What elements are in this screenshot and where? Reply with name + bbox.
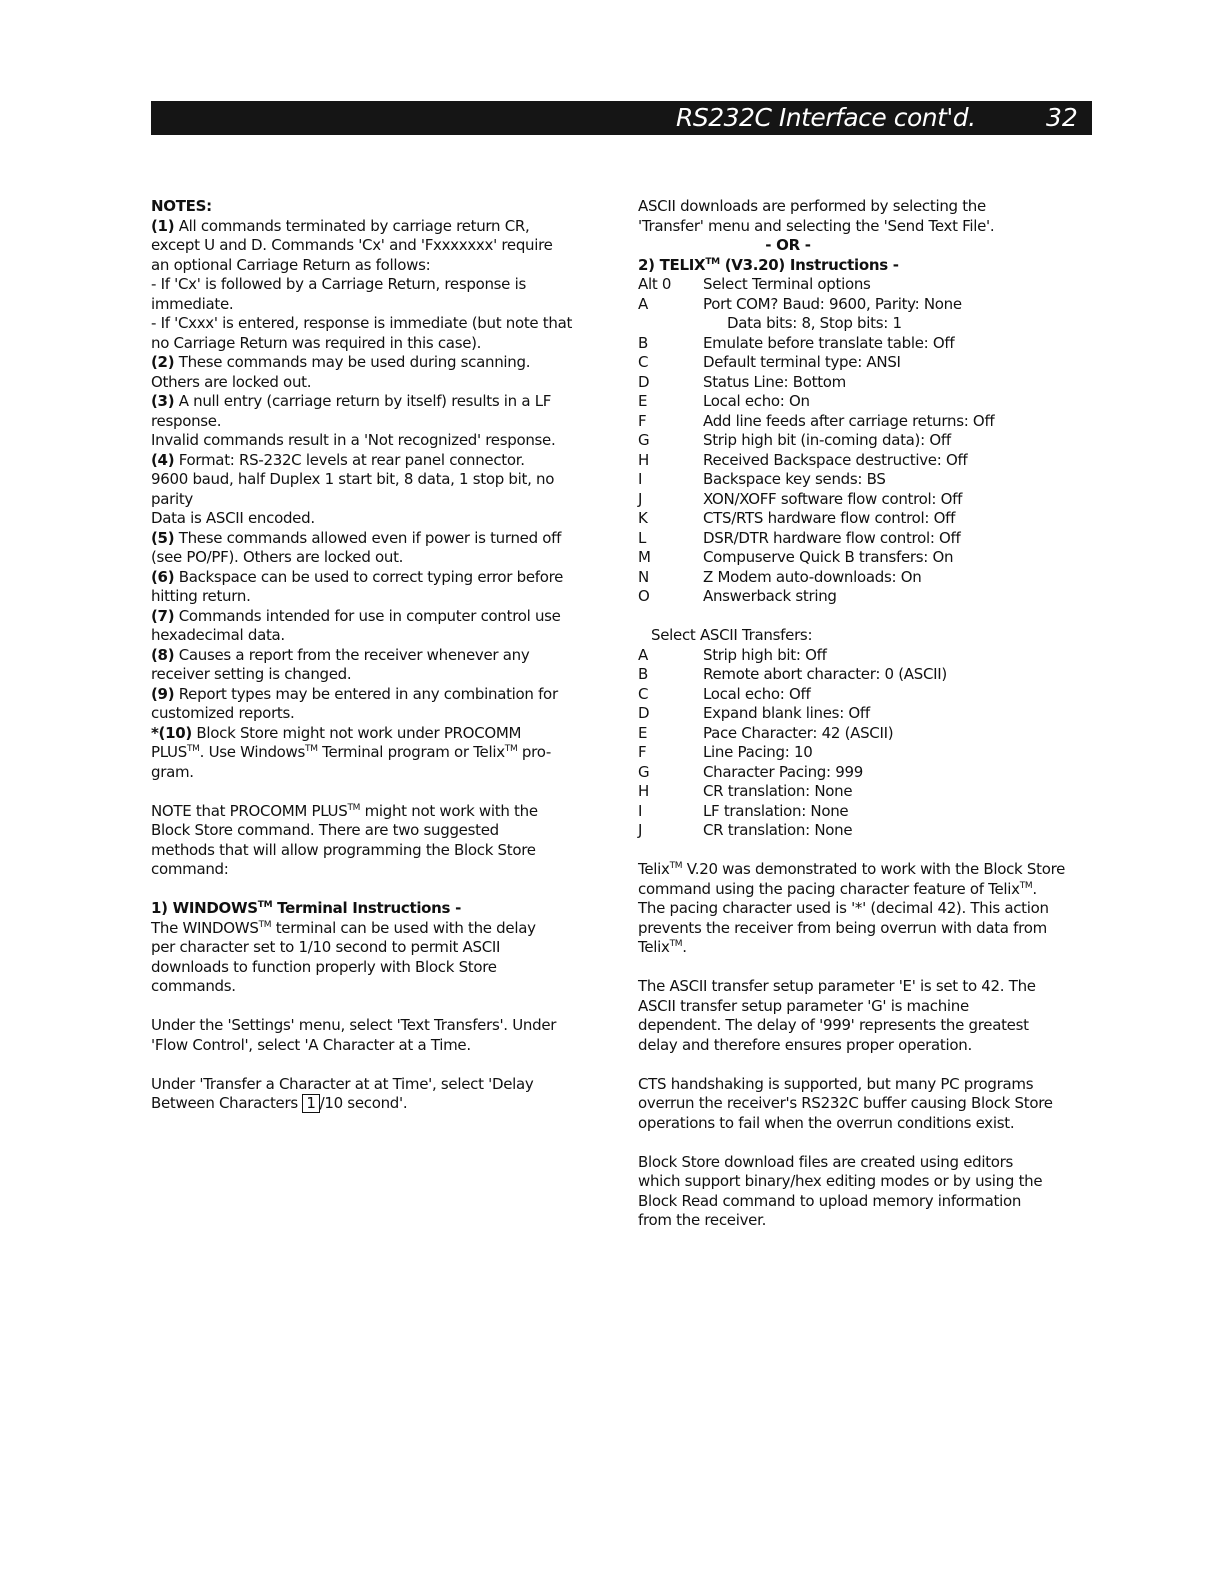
- transfer-row: I LF translation: None: [638, 801, 849, 820]
- cts-paragraph-line: overrun the receiver's RS232C buffer causing Block Store: [638, 1094, 1053, 1112]
- note-1-line: no Carriage Return was required in this case).: [151, 333, 482, 352]
- note-4-line: parity: [151, 489, 194, 508]
- note-1-line: - If 'Cxxx' is entered, response is immediate (but note that: [151, 314, 573, 332]
- note-2-line: Others are locked out.: [151, 372, 312, 391]
- ascii-downloads-paragraph-line: 'Transfer' menu and selecting the 'Send Text File'.: [638, 216, 995, 235]
- note-9: (9) Report types may be entered in any combination for: [151, 684, 558, 703]
- note-1-line: except U and D. Commands 'Cx' and 'Fxxxxxxx' require: [151, 236, 553, 254]
- procomm-note-line: Block Store command. There are two suggested: [151, 821, 499, 839]
- option-row: C Default terminal type: ANSI: [638, 353, 901, 371]
- note-1-line: an optional Carriage Return as follows:: [151, 255, 431, 274]
- note-9-line: customized reports.: [151, 704, 295, 722]
- cts-paragraph-line: operations to fail when the overrun conditions exist.: [638, 1113, 1015, 1132]
- note-4-line: 9600 baud, half Duplex 1 start bit, 8 data, 1 stop bit, no: [151, 470, 555, 488]
- transfer-row: D Expand blank lines: Off: [638, 704, 870, 722]
- parameter-paragraph: The ASCII transfer setup parameter 'E' is set to 42. The: [638, 977, 1036, 995]
- transfer-row: F Line Pacing: 10: [638, 743, 813, 761]
- page-number: 32: [1046, 103, 1078, 132]
- windows-paragraph: The WINDOWS™ terminal can be used with the delay: [151, 918, 536, 937]
- procomm-note-line: methods that will allow programming the Block Store: [151, 840, 536, 859]
- procomm-note-line: command:: [151, 860, 229, 878]
- option-row: B Emulate before translate table: Off: [638, 333, 955, 352]
- note-5: (5) These commands allowed even if power is turned off: [151, 528, 562, 547]
- parameter-paragraph-line: delay and therefore ensures proper operation.: [638, 1035, 972, 1054]
- note-8: (8) Causes a report from the receiver whenever any: [151, 645, 530, 664]
- left-column: [151, 197, 611, 1114]
- note-8-line: receiver setting is changed.: [151, 665, 352, 683]
- block-store-paragraph-line: Block Read command to upload memory information: [638, 1191, 1022, 1210]
- option-row: H Received Backspace destructive: Off: [638, 450, 968, 469]
- windows-paragraph-line: downloads to function properly with Block Store: [151, 957, 497, 976]
- ascii-transfers-list: [638, 646, 1108, 841]
- note-7: (7) Commands intended for use in computer control use: [151, 606, 561, 625]
- option-row: O Answerback string: [638, 587, 837, 605]
- transfer-row: B Remote abort character: 0 (ASCII): [638, 665, 947, 683]
- transfer-row: C Local echo: Off: [638, 684, 811, 703]
- terminal-options-list: [638, 275, 1108, 607]
- note-3-line: Invalid commands result in a 'Not recognized' response.: [151, 431, 556, 449]
- note-4-line: Data is ASCII encoded.: [151, 509, 315, 527]
- option-row: D Status Line: Bottom: [638, 372, 846, 391]
- transfer-row: H CR translation: None: [638, 782, 853, 800]
- settings-paragraph-line: 'Flow Control', select 'A Character at a Time.: [151, 1035, 471, 1054]
- note-5-line: (see PO/PF). Others are locked out.: [151, 548, 404, 566]
- option-row: Data bits: 8, Stop bits: 1: [727, 314, 902, 332]
- note-3: (3) A null entry (carriage return by itself) results in a LF: [151, 392, 552, 410]
- ascii-transfers-heading: Select ASCII Transfers:: [651, 626, 813, 644]
- option-row: L DSR/DTR hardware flow control: Off: [638, 528, 961, 547]
- delay-value-box: 1: [302, 1094, 319, 1113]
- parameter-paragraph-line: dependent. The delay of '999' represents the greatest: [638, 1016, 1029, 1034]
- option-row: F Add line feeds after carriage returns: Off: [638, 411, 995, 430]
- ascii-downloads-paragraph: ASCII downloads are performed by selecting the: [638, 197, 986, 215]
- note-1-line: immediate.: [151, 294, 234, 313]
- option-row: E Local echo: On: [638, 392, 810, 410]
- procomm-note: NOTE that PROCOMM PLUS™ might not work with the: [151, 801, 538, 820]
- note-10: *(10) Block Store might not work under PROCOMM: [151, 723, 522, 742]
- note-10-line: gram.: [151, 762, 194, 781]
- note-1-line: - If 'Cx' is followed by a Carriage Return, response is: [151, 275, 526, 293]
- option-row: A Port COM? Baud: 9600, Parity: None: [638, 294, 962, 313]
- option-row: N Z Modem auto-downloads: On: [638, 567, 922, 586]
- block-store-paragraph: Block Store download files are created using editors: [638, 1152, 1014, 1171]
- option-row: J XON/XOFF software flow control: Off: [638, 489, 963, 508]
- transfer-row: G Character Pacing: 999: [638, 762, 863, 781]
- transfer-row: J CR translation: None: [638, 821, 853, 839]
- telix-paragraph: Telix™ V.20 was demonstrated to work with the Block Store: [638, 860, 1066, 878]
- windows-paragraph-line: per character set to 1/10 second to permit ASCII: [151, 938, 501, 956]
- transfer-row: E Pace Character: 42 (ASCII): [638, 723, 894, 742]
- telix-paragraph-line: command using the pacing character feature of Telix™.: [638, 879, 1037, 898]
- note-6-line: hitting return.: [151, 587, 251, 605]
- block-store-paragraph-line: which support binary/hex editing modes or by using the: [638, 1172, 1043, 1190]
- note-3-line: response.: [151, 411, 222, 430]
- note-2: (2) These commands may be used during scanning.: [151, 353, 531, 371]
- cts-paragraph: CTS handshaking is supported, but many PC programs: [638, 1074, 1034, 1093]
- note-1: (1) All commands terminated by carriage return CR,: [151, 216, 530, 235]
- telix-instructions-heading: 2) TELIX™ (V3.20) Instructions -: [638, 255, 899, 274]
- note-10-line: PLUS™. Use Windows™ Terminal program or Telix™ pro-: [151, 743, 551, 761]
- windows-instructions-heading: 1) WINDOWS™ Terminal Instructions -: [151, 899, 462, 917]
- block-store-paragraph-line: from the receiver.: [638, 1211, 767, 1229]
- parameter-paragraph-line: ASCII transfer setup parameter 'G' is machine: [638, 996, 969, 1015]
- option-row: I Backspace key sends: BS: [638, 470, 886, 488]
- transfer-paragraph: Under 'Transfer a Character at at Time', select 'Delay: [151, 1074, 534, 1093]
- transfer-row: A Strip high bit: Off: [638, 645, 827, 664]
- telix-paragraph-line: prevents the receiver from being overrun with data from: [638, 918, 1047, 937]
- or-separator: - OR -: [765, 236, 811, 254]
- option-row: K CTS/RTS hardware flow control: Off: [638, 509, 956, 527]
- right-column: [638, 197, 1108, 1231]
- option-row: M Compuserve Quick B transfers: On: [638, 548, 954, 566]
- note-6: (6) Backspace can be used to correct typing error before: [151, 567, 564, 586]
- transfer-paragraph-line: Between Characters 1 /10 second'.: [151, 1094, 408, 1112]
- option-row: Alt 0 Select Terminal options: [638, 275, 871, 293]
- page-title: RS232C Interface cont'd.: [676, 103, 976, 132]
- settings-paragraph: Under the 'Settings' menu, select 'Text Transfers'. Under: [151, 1016, 557, 1034]
- telix-paragraph-line: The pacing character used is '*' (decimal 42). This action: [638, 899, 1049, 917]
- note-4: (4) Format: RS-232C levels at rear panel connector.: [151, 450, 525, 469]
- note-7-line: hexadecimal data.: [151, 626, 285, 644]
- telix-paragraph-line: Telix™.: [638, 938, 687, 956]
- windows-paragraph-line: commands.: [151, 977, 236, 995]
- notes-heading: NOTES:: [151, 197, 212, 215]
- option-row: G Strip high bit (in-coming data): Off: [638, 431, 951, 449]
